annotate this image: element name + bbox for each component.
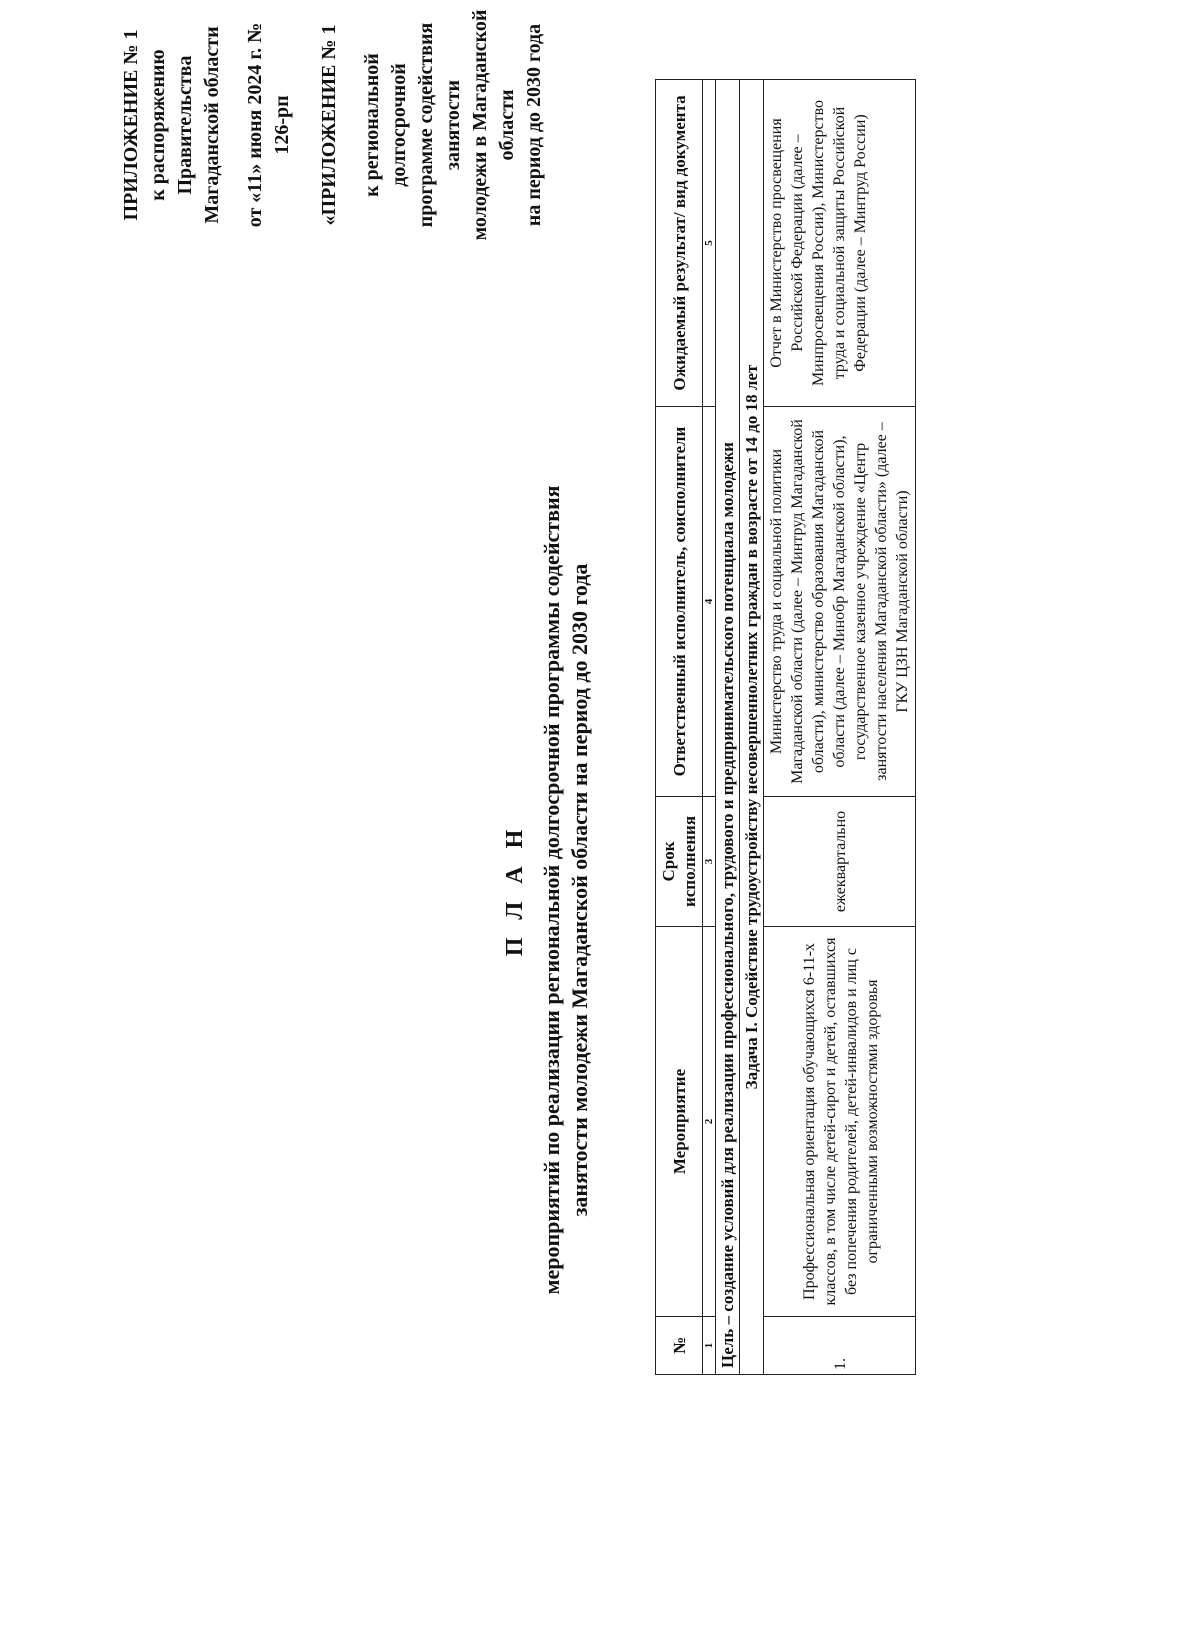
plan-heading: [500, 390, 594, 1390]
column-number: 2: [703, 927, 716, 1317]
header-event: Мероприятие: [656, 927, 703, 1317]
appendix-block: [118, 5, 548, 245]
column-number: 5: [703, 80, 716, 407]
table-header-row: [656, 80, 703, 1375]
column-number: 4: [703, 407, 716, 797]
header-result: Ожидаемый результат/ вид документа: [656, 80, 703, 407]
appendix-program-ref-3: молодежи в Магаданской области: [469, 9, 518, 241]
plan-subtitle: [538, 390, 594, 1390]
row-number: 1.: [764, 1317, 916, 1375]
task-text: Задача I. Содействие трудоустройству несовершеннолетних граждан в возрасте от 14 до 18 лет: [740, 80, 764, 1375]
plan-table: [655, 79, 916, 1375]
appendix-date: от «11» июня 2024 г. № 126-рп: [244, 22, 293, 228]
row-executor: [764, 407, 916, 797]
table-row: [764, 80, 916, 1375]
appendix-region: Магаданской области: [201, 26, 223, 224]
column-number: 1: [703, 1317, 716, 1375]
appendix-program-ref-2: программе содействия занятости: [415, 22, 464, 228]
row-term: ежеквартально: [764, 797, 916, 927]
goal-text: Цель – создание условий для реализации профессионального, трудового и предпринимательского потенциала молодежи: [716, 80, 740, 1375]
appendix-title: ПРИЛОЖЕНИЕ № 1: [120, 29, 142, 221]
appendix-subtitle: «ПРИЛОЖЕНИЕ № 1: [318, 24, 340, 226]
goal-row: [716, 80, 740, 1375]
appendix-order-ref: к распоряжению Правительства: [147, 49, 196, 201]
column-number: 3: [703, 797, 716, 927]
column-number-row: [703, 80, 716, 1375]
row-event: Профессиональная ориентация обучающихся 6-11-х классов, в том числе детей-сирот и детей, оставшихся без попечения родителей, детей-инвалидов и лиц с ограниченными возможностями здоровья: [764, 927, 916, 1317]
task-row: [740, 80, 764, 1375]
header-number: №: [656, 1317, 703, 1375]
appendix-program-ref-4: на период до 2030 года: [523, 23, 545, 227]
plan-title: П Л А Н: [502, 823, 528, 957]
plan-subtitle-line-1: мероприятий по реализации региональной долгосрочной программы содействия: [539, 485, 564, 1295]
appendix-program-ref-1: к региональной долгосрочной: [361, 53, 410, 197]
header-term: Срок исполнения: [656, 797, 703, 927]
plan-subtitle-line-2: занятости молодежи Магаданской области на период до 2030 года: [567, 563, 592, 1217]
row-executor-part-2: государственное казенное учреждение «Центр занятости населения Магаданской области» (далее – ГКУ ЦЗН Магаданской области): [852, 422, 911, 781]
header-executor: Ответственный исполнитель, соисполнители: [656, 407, 703, 797]
row-result: Отчет в Министерство просвещения Российской Федерации (далее – Минпросвещения России), Министерство труда и социальной защиты Российской Федерации (далее – Минтруд России): [764, 80, 916, 407]
row-executor-part-1: Министерство труда и социальной политики Магаданской области (далее – Минтруд Магаданской области), министерство образования Магаданской области (далее – Минобр Магаданской области),: [768, 419, 848, 784]
